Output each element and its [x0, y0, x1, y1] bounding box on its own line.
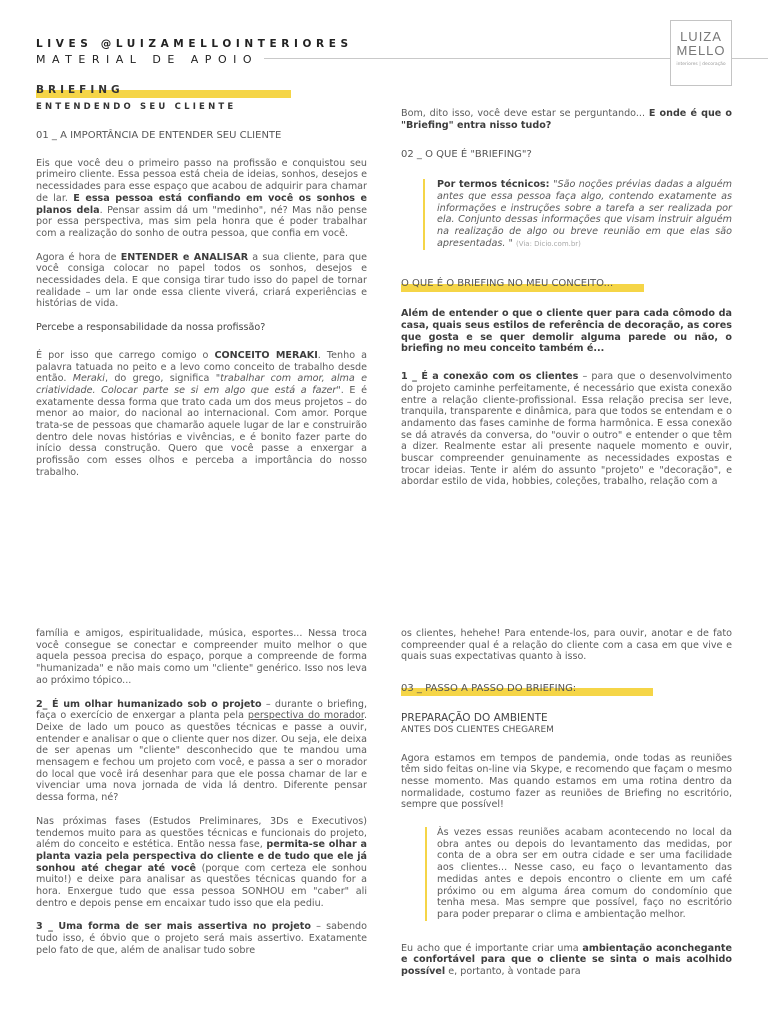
prep-subtitle: ANTES DOS CLIENTES CHEGAREM	[401, 724, 554, 735]
definition-quote: Por termos técnicos: "São noções prévias dadas a alguém antes que essa pessoa faça algo, contendo exatamente as informações e instruções sobre a tarefa a ser realizada por ela. Conjunto dessas informações que visam instruir alguém na realização de algo ou breve reunião em que elas são apresentadas. " (Via: Dicio.com.br)	[423, 179, 732, 250]
s01-paragraph-1: Eis que você deu o primeiro passo na profissão e conquistou seu primeiro cliente. Essa pessoa está cheia de ideias, sonhos, desejos e necessidades para esse espaço que acabou de adquirir para chamar de lar. E essa pessoa está confiando em você os sonhos e planos dela. Pensar assim dá um "medinho", né? Mas não pense por essa perspectiva, mas sim pela honra que é poder trabalhar com a realização do sonho de outra pessoa, que confia em você.	[36, 157, 367, 239]
logo-tagline: interiores | decoração	[676, 62, 726, 67]
item-1: 1 _ É a conexão com os clientes – para que o desenvolvimento do projeto caminhe perfeitamente, é necessário que exista conexão entre a relação cliente-profissional. Essa relação precisa ser leve, tranquila, transparente e dinâmica, para que todos se entendam e o andamento das fases caminhe de forma harmônica. E essa conexão se dá através da conversa, do "ouvir o outro" e entender o que têm a dizer. Realmente estar ali presente naquele momento e ouvir, buscar compreender genuinamente as necessidades expostas e trocar ideias. Tente ir além do assunto "projeto" e "decoração", e abordar estilo de vida, hobbies, coleções, trabalho, relação com a	[401, 371, 732, 488]
item-2: 2_ É um olhar humanizado sob o projeto – durante o briefing, faça o exercício de enxergar a planta pela perspectiva do morador. Deixe de lado um pouco as questões técnicas e passe a ouvir, entender e analisar o que o cliente quer nos dizer. Ou seja, ele deixa de ser apenas um "cliente" desconhecido que te mandou uma mensagem e fechou um projeto com você, e passa a ser o morador do local que você irá desenhar para que ele possa chamar de lar e vivenciar uma nova jornada de vida lá dentro. Diferente pensar dessa forma, né?	[36, 698, 367, 804]
rb-paragraph-2: Agora estamos em tempos de pandemia, onde todas as reuniões têm sido feitas on-line via Skype, e recomendo que façam o mesmo nesse momento. Mas quando estamos em uma rotina dentro da normalidade, costumo fazer as reuniões de Briefing no escritório, sempre que possível!	[401, 752, 732, 811]
prep-title: PREPARAÇÃO DO AMBIENTE	[401, 712, 548, 725]
logo-line-2: MELLO	[676, 43, 726, 58]
rb-paragraph-3: Eu acho que é importante criar uma ambientação aconchegante e confortável para que o cliente se sinta o mais acolhido possível e, portanto, à vontade para	[401, 942, 732, 978]
header-material: MATERIAL DE APOIO	[36, 53, 264, 66]
s01-paragraph-4: É por isso que carrego comigo o CONCEITO MERAKI. Tenho a palavra tatuada no peito e a levo como conceito de trabalho desde então. Meraki, do grego, significa "trabalhar com amor, alma e criatividade. Colocar parte se si em algo que está a fazer". E é exatamente dessa forma que trato cada um dos meus projetos – do menor ao maior, do nacional ao internacional. Com amor. Porque trata-se de pessoas que chamarão aquele lugar de lar e construirão dentro dele novas histórias e vivências, e é bonito fazer parte do início dessa construção. Quero que você passe a enxergar a profissão com esses olhos e perceba a importância do nosso trabalho.	[36, 349, 367, 478]
concept-paragraph: Além de entender o que o cliente quer para cada cômodo da casa, quais seus estilos de referência de decoração, as cores que gosta e se quer demolir alguma parede ou não, o briefing no meu conceito também é...	[401, 308, 732, 355]
left-bottom-column	[36, 628, 367, 957]
lb-paragraph-1: família e amigos, espiritualidade, música, esportes... Nessa troca você consegue se conectar e compreender muito melhor o que aquela pessoa precisa do espaço, porque a compreende de forma "humanizada" e não mais como um "cliente" genérico. Isso nos leva ao próximo tópico...	[36, 628, 367, 686]
lb-paragraph-3: Nas próximas fases (Estudos Preliminares, 3Ds e Executivos) tendemos muito para as questões técnicas e funcionais do projeto, além do conceito e estética. Então nessa fase, permita-se olhar a planta vazia pela perspectiva do cliente e de tudo que ele já sonhou até chegar até você (porque com certeza ele sonhou muito!) e deixe para analisar as questões técnicas quando for a hora. Enxergue tudo que essa pessoa SONHOU em "caber" ali dentro e depois pense em encaixar tudo isso que ela pediu.	[36, 815, 367, 909]
s01-heading: 01 _ A IMPORTÂNCIA DE ENTENDER SEU CLIENTE	[36, 130, 282, 141]
s01-paragraph-2: Agora é hora de ENTENDER e ANALISAR a sua cliente, para que você consiga colocar no papel todos os sonhos, desejos e necessidades dela. E que consiga tirar tudo isso do papel de tornar realidade – um lar onde essa cliente viverá, criará experiências e histórias de vida.	[36, 251, 367, 310]
section-subtitle: ENTENDENDO SEU CLIENTE	[36, 102, 237, 112]
intro-paragraph: Bom, dito isso, você deve estar se perguntando... E onde é que o "Briefing" entra nisso tudo?	[401, 108, 732, 131]
s03-heading: 03 _ PASSO A PASSO DO BRIEFING:	[401, 683, 577, 695]
brand-logo	[670, 20, 732, 86]
quote-source: (Via: Dicio.com.br)	[515, 239, 581, 248]
right-bottom-column	[401, 628, 732, 978]
item-3: 3 _ Uma forma de ser mais assertiva no projeto – sabendo tudo isso, é óbvio que o projeto será mais assertivo. Exatamente pelo fato de que, além de analisar tudo sobre	[36, 921, 367, 956]
left-top-column	[36, 130, 367, 479]
section-title: BRIEFING	[36, 84, 124, 96]
meeting-quote: Às vezes essas reuniões acabam acontecendo no local da obra antes ou depois do levantamento das medidas, por conta de a obra ser em outra cidade e ser uma facilidade aos clientes... Nesse caso, eu faço o levantamento das medidas antes e depois encontro o cliente em um café próximo ou em alguma área comum do condomínio que tenha mesa. Mas sempre que possível, faço no escritório para poder preparar o clima e ambientação melhor.	[425, 827, 732, 921]
right-top-column	[401, 108, 732, 488]
s02-heading: 02 _ O QUE É "BRIEFING"?	[401, 149, 532, 161]
rb-paragraph-1: os clientes, hehehe! Para entende-los, para ouvir, anotar e de fato compreender qual é a relação do cliente com a casa em que vive e quais suas expectativas quanto à isso.	[401, 628, 732, 663]
concept-heading: O QUE É O BRIEFING NO MEU CONCEITO...	[401, 278, 614, 290]
s01-paragraph-3: Percebe a responsabilidade da nossa profissão?	[36, 322, 266, 334]
header-lives: LIVES @LUIZAMELLOINTERIORES	[36, 38, 353, 50]
logo-line-1: LUIZA	[680, 29, 722, 44]
